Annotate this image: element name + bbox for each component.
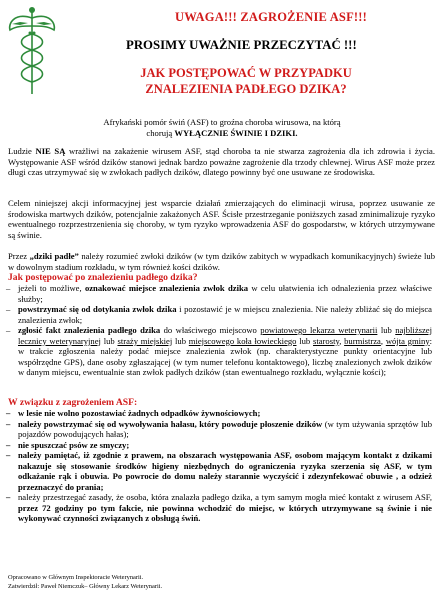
mayor-text: burmistrza bbox=[344, 335, 381, 346]
paragraph-campaign-goal: Celem niniejszej akcji informacyjnej jest wsparcie działań zmierzających do eliminacji wirusa, poprzez usuwanie ze środowiska martwych dzików, potencjalnie zakażonych ASF. Ścisłe przestrzeganie poniższych zasad zminimalizuje ryzyko ewentualnego rozprzestrzenienia się choroby, w tym ryzyko wprowadzenia ASF do gospodarstw, w których utrzymywane są świnie. bbox=[8, 198, 435, 240]
procedure-list bbox=[4, 283, 432, 378]
paragraph-definition bbox=[8, 251, 435, 272]
list-item: – jeżeli to możliwe, oznakować miejsce znalezienia zwłok dzika w celu ułatwienia ich odnalezienia przez właściwe służby; bbox=[6, 283, 432, 304]
paragraph1-start: Ludzie bbox=[8, 146, 36, 156]
please-read-title: PROSIMY UWAŻNIE PRZECZYTAĆ !!! bbox=[126, 38, 357, 52]
how-to-title-line1: JAK POSTĘPOWAĆ W PRZYPADKU bbox=[140, 66, 352, 80]
item-text: jeżeli to możliwe, bbox=[18, 283, 85, 293]
footer-line2: Zatwierdził: Paweł Niemczuk– Główny Lekarz Weterynarii. bbox=[8, 582, 163, 590]
how-to-title bbox=[86, 65, 406, 97]
item-bold: oznakować miejsce znalezienia zwłok dzika bbox=[84, 283, 249, 293]
list-item: – w lesie nie wolno pozostawiać żadnych odpadków żywnościowych; bbox=[6, 408, 261, 418]
section-heading-threat: W związku z zagrożeniem ASF: bbox=[8, 397, 138, 408]
item-bold: przez 72 godziny po tym fakcie, nie powinna wchodzić do miejsc, w których utrzymywane są świnie i nie wykonywać czynności związanych z obsługą świń. bbox=[18, 502, 432, 523]
paragraph3-start: Przez bbox=[8, 251, 30, 261]
list-item: – nie spuszczać psów ze smyczy; bbox=[6, 439, 130, 450]
item-text: należy przestrzegać zasady, że osoba, która znalazła padłego dzika, a tym samym mogła mieć kontakt z wirusem ASF, bbox=[18, 492, 432, 502]
intro-text bbox=[96, 117, 348, 138]
list-item: – należy pamiętać, iż zgodnie z prawem, na obszarach występowania ASF, osobom mającym kontakt z dzikami nakazuje się stosowanie środków higieny niezbędnych do ograniczenia ryzyka szerzenia się ASF, w tym odkażanie rąk i obuwia. Po powrocie do domu należy starannie wyczyścić i zdezynfekować obuwie , a odzież przeznaczyć do prania; bbox=[6, 450, 432, 492]
list-item: – należy powstrzymać się od wywoływania hałasu, który powoduje płoszenie dzików (w tym używania sprzętów lub pojazdów powodujących hałas); bbox=[6, 418, 432, 439]
list-item: – powstrzymać się od dotykania zwłok dzika i pozostawić je w miejscu znalezienia. Nie należy zbliżać się do miejsca znalezienia zwłok; bbox=[6, 304, 432, 325]
item-text: należy pamiętać, iż zgodnie z prawem, na obszarach występowania ASF, osobom mającym kontakt z dzikami nakazuje się stosowanie środków higieny niezbędnych do ograniczenia ryzyka szerzenia się ASF, w tym odkażanie rąk i obuwia. Po powrocie do domu należy starannie wyczyścić i zdezynfekować obuwie , a odzież przeznaczyć do prania; bbox=[18, 450, 432, 492]
footer bbox=[8, 574, 162, 591]
item-bold: zgłosić fakt znalezienia padłego dzika bbox=[18, 325, 161, 335]
list-item: – zgłosić fakt znalezienia padłego dzika do właściwego miejscowo powiatowego lekarza weterynarii lub najbliższej lecznicy weterynaryjnej lub straży miejskiej lub miejscowego koła łowieckiego lub starosty, burmistrza, wójta gminy: w trakcie zgłoszenia należy podać miejsce znalezienia zwłok (np. charakterystyczne punkty orientacyjne lub współrzędne GPS), dane osoby zgłaszającej (w tym numer telefonu kontaktowego), liczbę znalezionych zwłok dzików w danym miejscu, ewentualnie stan zwłok padłych dzików (stan ewentualnego rozkładu, wyłącznie kości); bbox=[6, 325, 433, 377]
section-heading-procedure: Jak postępować po znalezieniu padłego dzika? bbox=[8, 272, 198, 283]
commune-head-text: wójta gminy bbox=[385, 335, 430, 346]
item-text: lub bbox=[296, 335, 314, 346]
intro-sentence: Afrykański pomór świń (ASF) to groźna choroba wirusowa, na którą chorują bbox=[103, 117, 341, 138]
warning-title: UWAGA!!! ZAGROŻENIE ASF!!! bbox=[175, 10, 368, 24]
vet-clinic-text: najbliższej lecznicy weterynaryjnej bbox=[18, 325, 432, 346]
footer-line1: Opracowano w Głównym Inspektoracie Weterynarii. bbox=[8, 574, 144, 581]
item-text: w lesie nie wolno pozostawiać żadnych odpadków żywnościowych; bbox=[18, 408, 261, 418]
how-to-title-line2: ZNALEZIENIA PADŁEGO DZIKA? bbox=[145, 82, 347, 96]
item-text: do właściwego miejscowo bbox=[160, 325, 261, 335]
item-bold: powstrzymać się od dotykania zwłok dzika bbox=[18, 304, 177, 314]
item-text: w celu ułatwienia ich odnalezienia przez właściwe służby; bbox=[18, 283, 432, 304]
list-item: – należy przestrzegać zasady, że osoba, która znalazła padłego dzika, a tym samym mogła mieć kontakt z wirusem ASF, przez 72 godziny po tym fakcie, nie powinna wchodzić do miejsc, w których utrzymywane są świnie i nie wykonywać czynności związanych z obsługą świń. bbox=[6, 492, 432, 523]
intro-bold: WYŁĄCZNIE ŚWINIE I DZIKI. bbox=[174, 127, 298, 138]
item-bold: należy powstrzymać się od wywoływania hałasu, który powoduje płoszenie dzików bbox=[18, 418, 323, 429]
item-text: lub bbox=[377, 325, 396, 335]
vet-officer-text: powiatowego lekarza weterynarii bbox=[260, 325, 378, 335]
hunting-club-text: miejscowego koła łowieckiego bbox=[188, 335, 297, 346]
municipal-guard-text: straży miejskiej bbox=[117, 335, 173, 346]
item-text: i pozostawić je w miejscu znalezienia. Nie należy zbliżać się do miejsca znalezienia zwłok; bbox=[18, 304, 432, 325]
paragraph3-bold: „dziki padłe” bbox=[29, 251, 79, 261]
item-text: , bbox=[339, 335, 345, 346]
paragraph1-bold: NIE SĄ bbox=[35, 146, 66, 156]
paragraph3-rest: należy rozumieć zwłoki dzików (w tym dzików zabitych w wypadkach komunikacyjnych) świeże lub w dowolnym stadium rozkładu, w tym również kości dzików. bbox=[8, 251, 436, 272]
paragraph1-rest: wrażliwi na zakażenie wirusem ASF, stąd choroba ta nie stwarza zagrożenia dla ich zdrowia i życia. Występowanie ASF wśród dzików stanowi jednak bardzo poważne zagrożenie dla trzody chlewnej. Wirus ASF może przez długi czas utrzymywać się w zwłokach padłych dzików, dlatego powinny być one usuwane ze środowiska. bbox=[8, 146, 435, 177]
starost-text: starosty bbox=[313, 335, 340, 346]
item-text: lub bbox=[100, 335, 118, 346]
item-text: (w tym używania sprzętów lub pojazdów powodujących hałas); bbox=[18, 418, 432, 439]
caduceus-logo-icon bbox=[6, 4, 58, 96]
item-text: lub bbox=[172, 335, 189, 346]
threat-list bbox=[4, 408, 432, 524]
paragraph-humans bbox=[8, 146, 435, 178]
item-text: , bbox=[380, 335, 386, 346]
item-text: nie spuszczać psów ze smyczy; bbox=[18, 439, 130, 450]
item-text: : w trakcie zgłoszenia należy podać miejsce znalezienia zwłok (np. charakterystyczne punkty orientacyjne lub współrzędne GPS), dane osoby zgłaszającej (w tym numer telefonu kontaktowego), liczbę znalezionych zwłok dzików w danym miejscu, ewentualnie stan zwłok padłych dzików (stan ewentualnego rozkładu, wyłącznie kości); bbox=[18, 335, 433, 377]
